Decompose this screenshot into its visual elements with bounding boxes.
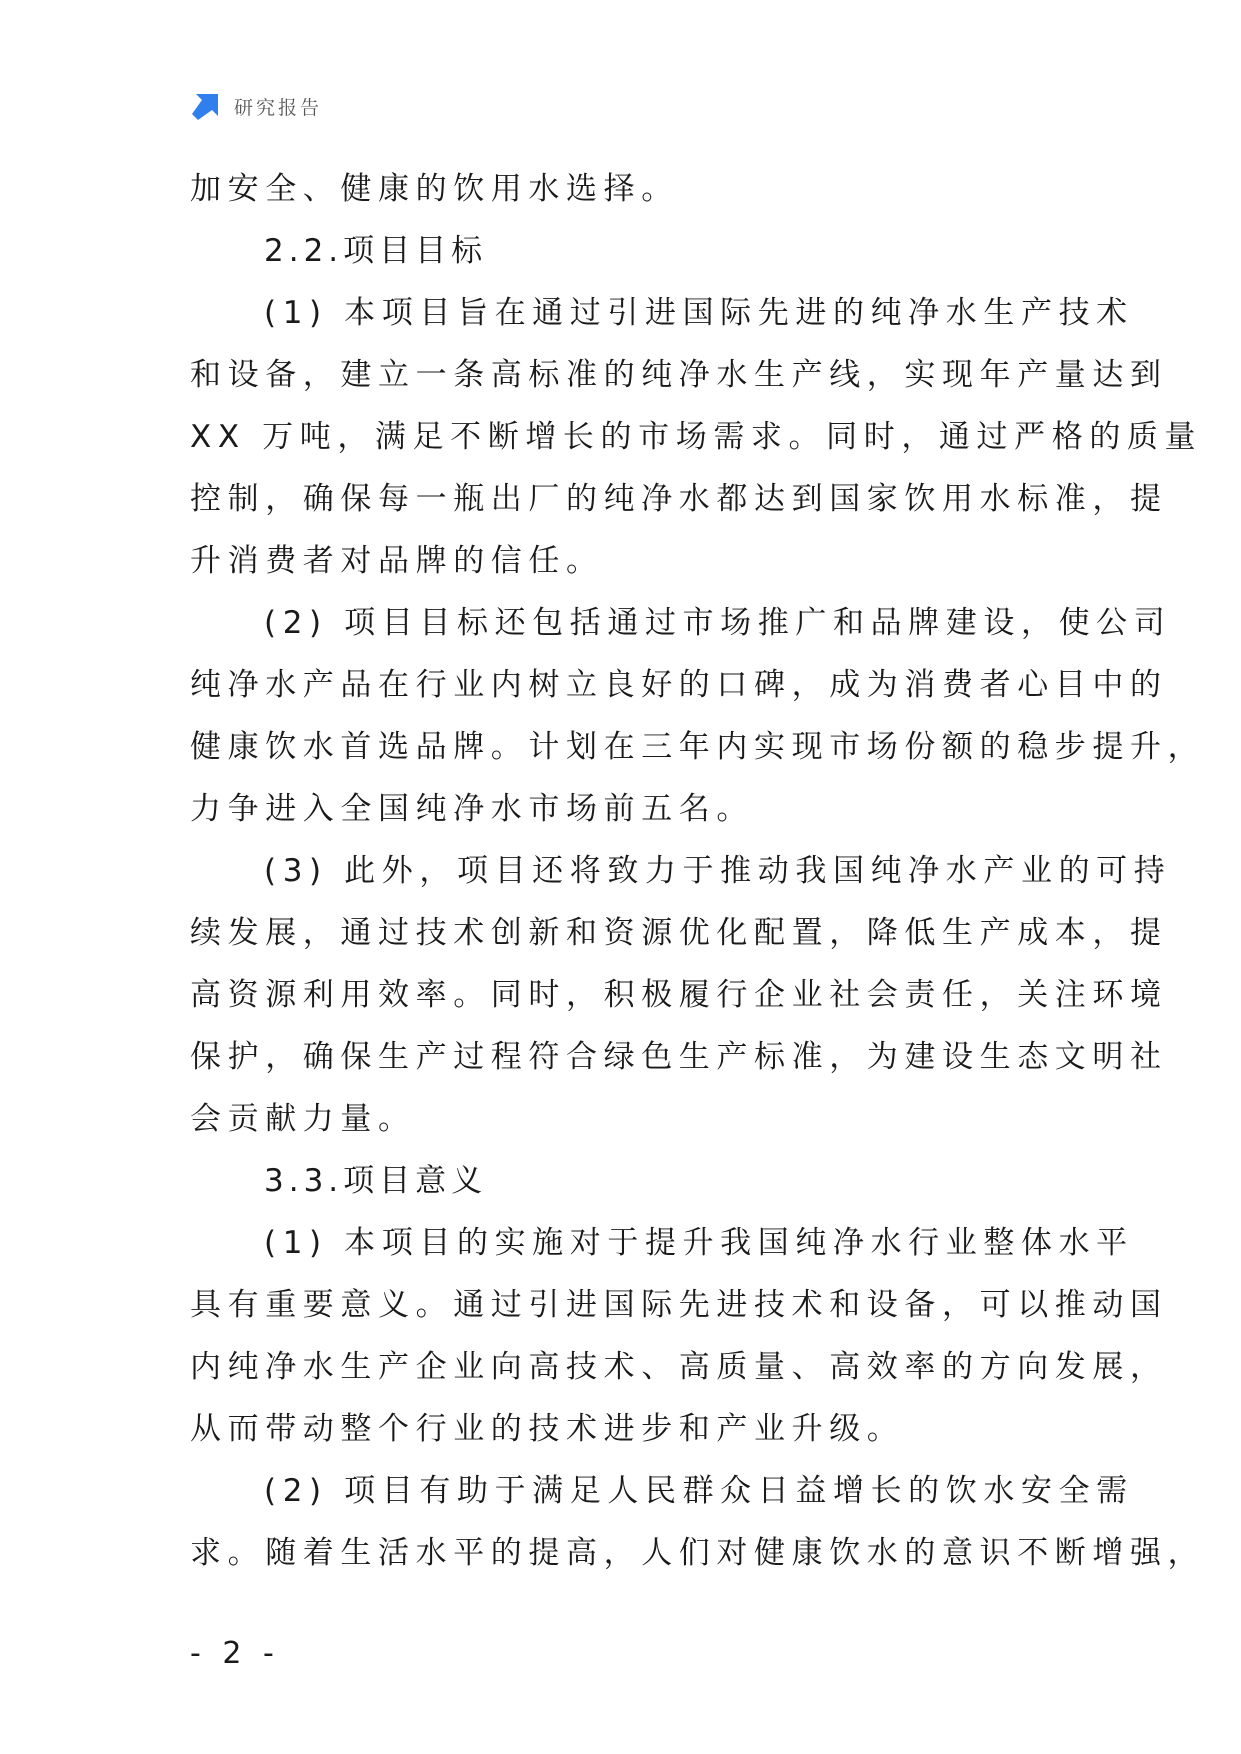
text-line: 高资源利用效率。同时，积极履行企业社会责任，关注环境 <box>190 977 1168 1013</box>
text-line: (1) 本项目旨在通过引进国际先进的纯净水生产技术 <box>264 295 1134 331</box>
header-label: 研究报告 <box>234 96 323 119</box>
text-line: 纯净水产品在行业内树立良好的口碑，成为消费者心目中的 <box>190 667 1168 703</box>
text-line: 力争进入全国纯净水市场前五名。 <box>190 791 754 827</box>
text-line: XX 万吨，满足不断增长的市场需求。同时，通过严格的质量 <box>190 419 1203 455</box>
text-line: 续发展，通过技术创新和资源优化配置，降低生产成本，提 <box>190 915 1168 951</box>
text-line: (3) 此外，项目还将致力于推动我国纯净水产业的可持 <box>264 853 1172 889</box>
section-heading-2-2: 2.2.项目目标 <box>264 233 488 269</box>
text-line: 求。随着生活水平的提高，人们对健康饮水的意识不断增强， <box>190 1535 1206 1571</box>
text-line: 内纯净水生产企业向高技术、高质量、高效率的方向发展， <box>190 1349 1168 1385</box>
page-number: - 2 - <box>190 1636 280 1671</box>
text-line: 升消费者对品牌的信任。 <box>190 543 604 579</box>
text-line: (2) 项目目标还包括通过市场推广和品牌建设，使公司 <box>264 605 1172 641</box>
text-line: 会贡献力量。 <box>190 1101 416 1137</box>
text-line: 健康饮水首选品牌。计划在三年内实现市场份额的稳步提升， <box>190 729 1206 765</box>
document-body <box>190 158 1206 1584</box>
text-line: (2) 项目有助于满足人民群众日益增长的饮水安全需 <box>264 1473 1134 1509</box>
text-line: 和设备，建立一条高标准的纯净水生产线，实现年产量达到 <box>190 357 1168 393</box>
text-line: 从而带动整个行业的技术进步和产业升级。 <box>190 1411 905 1447</box>
text-line: 控制，确保每一瓶出厂的纯净水都达到国家饮用水标准，提 <box>190 481 1168 517</box>
text-line: 具有重要意义。通过引进国际先进技术和设备，可以推动国 <box>190 1287 1168 1323</box>
report-header <box>190 88 322 124</box>
text-line: (1) 本项目的实施对于提升我国纯净水行业整体水平 <box>264 1225 1134 1261</box>
text-line: 保护，确保生产过程符合绿色生产标准，为建设生态文明社 <box>190 1039 1168 1075</box>
text-line: 加安全、健康的饮用水选择。 <box>190 171 679 207</box>
section-heading-3-3: 3.3.项目意义 <box>264 1163 488 1199</box>
arrow-up-right-icon <box>190 90 222 122</box>
